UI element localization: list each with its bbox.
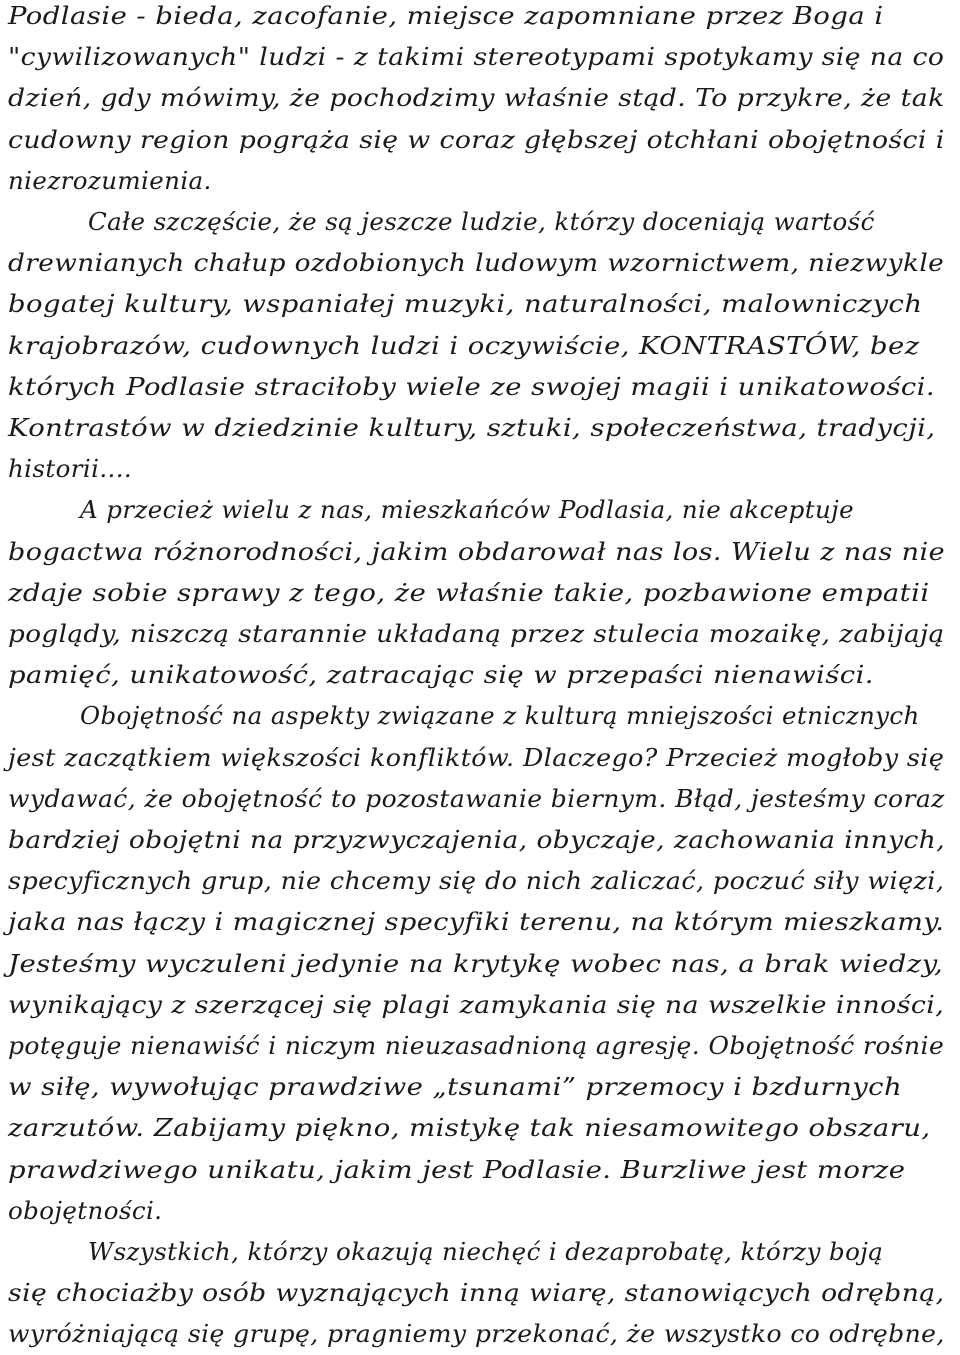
text-line: bardziej obojętni na przyzwyczajenia, obyczaje, zachowania innych, — [8, 825, 946, 854]
text-line: prawdziwego unikatu, jakim jest Podlasie. Burzliwe jest morze — [8, 1154, 906, 1184]
text-line: Kontrastów w dziedzinie kultury, sztuki, społeczeństwa, tradycji, — [8, 413, 936, 442]
text-line: w siłę, wywołując prawdziwe „tsunami” przemocy i bzdurnych — [8, 1072, 903, 1102]
text-line: poglądy, niszczą starannie układaną przez stulecia mozaikę, zabijają — [8, 619, 945, 648]
text-line: Całe szczęście, że są jeszcze ludzie, którzy doceniają wartość — [88, 207, 875, 236]
text-line: specyficznych grup, nie chcemy się do nich zaliczać, poczuć siły więzi, — [8, 866, 945, 896]
text-line: Podlasie - bieda, zacofanie, miejsce zapomniane przez Boga i — [8, 1, 884, 30]
text-line: cudowny region pogrąża się w coraz głębszej otchłani obojętności i — [8, 124, 945, 154]
text-line: Wszystkich, którzy okazują niechęć i dezaprobatę, którzy boją — [88, 1237, 884, 1266]
text-line: pamięć, unikatowość, zatracając się w przepaści nienawiści. — [8, 660, 874, 690]
text-line: jaka nas łączy i magicznej specyfiki terenu, na którym mieszkamy. — [8, 907, 945, 937]
text-line: A przecież wielu z nas, mieszkańców Podlasia, nie akceptuje — [80, 495, 855, 525]
text-line: obojętności. — [8, 1195, 163, 1225]
text-line: historii.... — [8, 454, 133, 484]
text-line: dzień, gdy mówimy, że pochodzimy właśnie stąd. To przykre, że tak — [8, 83, 945, 113]
text-line: zarzutów. Zabijamy piękno, mistykę tak niesamowitego obszaru, — [8, 1113, 931, 1143]
text-line: Obojętność na aspekty związane z kulturą mniejszości etnicznych — [80, 701, 920, 731]
text-line: niezrozumienia. — [8, 165, 212, 195]
text-line: wyróżniającą się grupę, pragniemy przekonać, że wszystko co odrębne, — [8, 1319, 945, 1349]
text-line: się chociażby osób wyznających inną wiarę, stanowiących odrębną, — [8, 1278, 945, 1308]
text-line: potęguje nienawiść i niczym nieuzasadnioną agresję. Obojętność rośnie — [8, 1031, 945, 1060]
text-line: Jesteśmy wyczuleni jedynie na krytykę wobec nas, a brak wiedzy, — [8, 948, 944, 978]
text-line: bogactwa różnorodności, jakim obdarował nas los. Wielu z nas nie — [8, 536, 946, 566]
text-line: wydawać, że obojętność to pozostawanie biernym. Błąd, jesteśmy coraz — [8, 783, 945, 813]
text-line: których Podlasie straciłoby wiele ze swojej magii i unikatowości. — [8, 371, 936, 401]
text-line: wynikający z szerzącej się plagi zamykania się na wszelkie inności, — [8, 989, 945, 1019]
text-line: zdaje sobie sprawy z tego, że właśnie takie, pozbawione empatii — [8, 577, 930, 607]
text-line: jest zaczątkiem większości konfliktów. Dlaczego? Przecież mogłoby się — [8, 742, 945, 772]
text-line: krajobrazów, cudownych ludzi i oczywiście, KONTRASTÓW, bez — [8, 330, 920, 360]
text-line: drewnianych chałup ozdobionych ludowym wzornictwem, niezwykle — [8, 248, 945, 278]
text-line: "cywilizowanych" ludzi - z takimi stereotypami spotykamy się na co — [8, 42, 945, 72]
text-line: bogatej kultury, wspaniałej muzyki, naturalności, malowniczych — [8, 289, 923, 319]
